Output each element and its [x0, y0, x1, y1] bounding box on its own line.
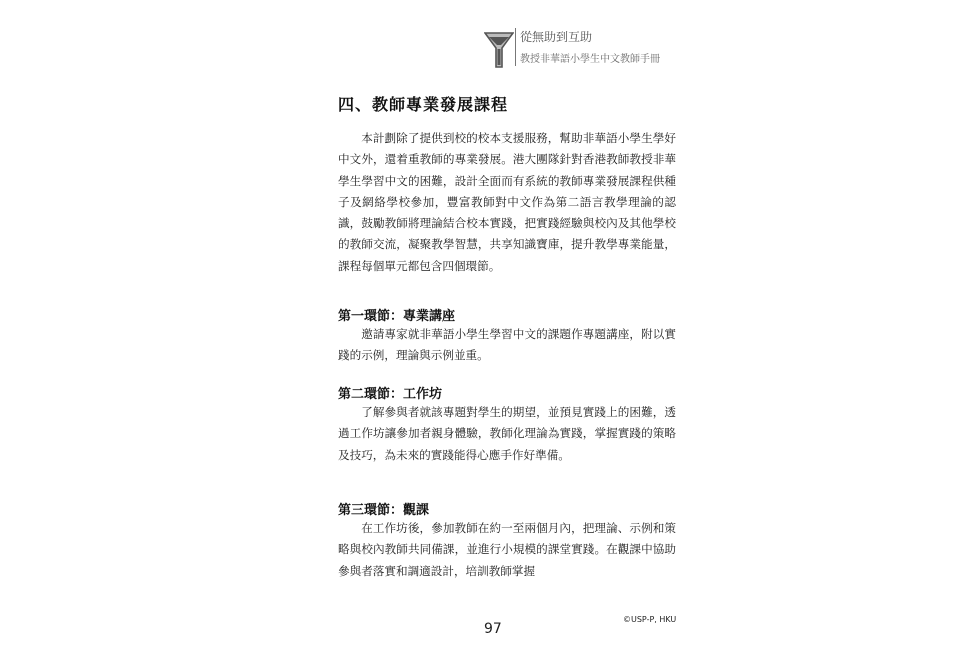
subsection-text-3: 在工作坊後，參加教師在約一至兩個月內，把理論、示例和策略與校內教師共同備課，並進行小規模的課堂實踐。在觀課中協助參與者落實和調適設計，培訓教師掌握 — [338, 521, 676, 578]
intro-text: 本計劃除了提供到校的校本支援服務，幫助非華語小學生學好中文外，還着重教師的專業發展。港大團隊針對香港教師教授非華學生學習中文的困難，設計全面而有系統的教師專業發展課程供種子及網絡學校參加，豐富教師對中文作為第二語言教學理論的認識，鼓勵教師將理論結合校本實踐，把實踐經驗與校內及其他學校的教師交流，凝聚教學智慧，共享知識寶庫，提升教學專業能量，課程每個單元都包含四個環節。 — [338, 131, 676, 273]
header-title: 從無助到互助 — [520, 30, 593, 44]
subsection-title-2: 第二環節：工作坊 — [338, 387, 443, 402]
subsection-paragraph-1 — [338, 324, 676, 367]
subsection-text-1: 邀請專家就非華語小學生學習中文的課題作專題講座，附以實踐的示例，理論與示例並重。 — [338, 327, 676, 363]
header-subtitle: 教授非華語小學生中文教師手冊 — [520, 54, 660, 65]
copyright-notice: ©USP-P, HKU — [623, 615, 677, 624]
header-divider — [515, 28, 516, 66]
section-title: 四、教師專業發展課程 — [338, 95, 509, 114]
funnel-icon — [484, 30, 514, 70]
intro-paragraph — [338, 128, 676, 277]
subsection-paragraph-3 — [338, 518, 676, 582]
subsection-title-3: 第三環節：觀課 — [338, 503, 430, 518]
subsection-text-2: 了解參與者就該專題對學生的期望，並預見實踐上的困難，透過工作坊讓參加者親身體驗，教師化理論為實踐，掌握實踐的策略及技巧，為未來的實踐能得心應手作好準備。 — [338, 405, 676, 462]
page-number: 97 — [484, 621, 502, 637]
subsection-title-1: 第一環節：專業講座 — [338, 309, 456, 324]
subsection-paragraph-2 — [338, 402, 676, 466]
